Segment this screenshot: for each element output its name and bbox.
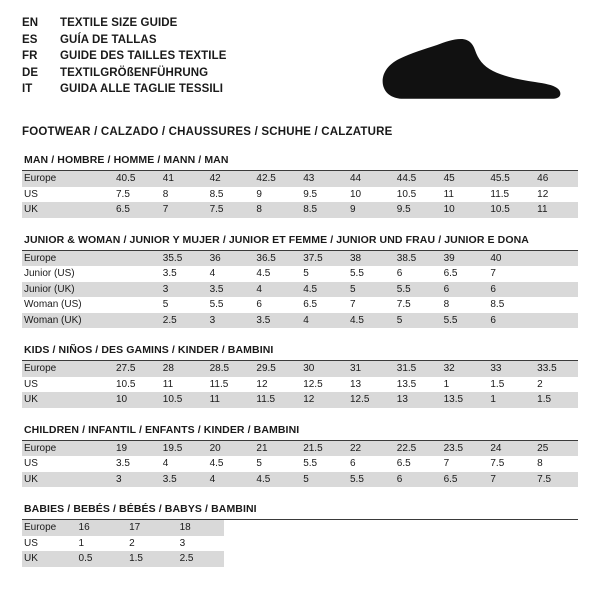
cell: 2 [123, 536, 174, 552]
cell: 42.5 [250, 171, 297, 187]
table-row [22, 392, 578, 408]
table-row [22, 313, 578, 329]
cell: 12.5 [297, 377, 344, 393]
cell [531, 251, 578, 267]
category-man [22, 152, 578, 218]
cell: 29.5 [250, 361, 297, 377]
cell: 4 [250, 282, 297, 298]
cell: 22 [344, 441, 391, 457]
cell: 7 [344, 297, 391, 313]
cell: 12.5 [344, 392, 391, 408]
cell: 28.5 [204, 361, 251, 377]
cell: 10.5 [157, 392, 204, 408]
language-code: ES [22, 33, 38, 46]
cell [325, 551, 376, 567]
cell: 43 [297, 171, 344, 187]
cell: 6.5 [297, 297, 344, 313]
category-title: MAN / HOMBRE / HOMME / MANN / MAN [22, 152, 578, 171]
cell: 11.5 [484, 187, 531, 203]
cell: 6.5 [391, 456, 438, 472]
cell [110, 282, 157, 298]
cell: 11 [438, 187, 485, 203]
cell: 9.5 [297, 187, 344, 203]
language-code: EN [22, 17, 39, 29]
category-title: CHILDREN / INFANTIL / ENFANTS / KINDER / BAMBINI [22, 422, 578, 441]
cell: 5.5 [391, 282, 438, 298]
size-table-man [22, 171, 578, 218]
cell [477, 536, 528, 552]
row-label: US [22, 456, 110, 472]
size-table-kids [22, 361, 578, 408]
cell: 38 [344, 251, 391, 267]
row-label: Europe [22, 441, 110, 457]
cell: 3 [204, 313, 251, 329]
cell: 8 [250, 202, 297, 218]
cell: 1.5 [484, 377, 531, 393]
row-label: Junior (US) [22, 266, 110, 282]
table-row [22, 187, 578, 203]
cell: 11.5 [204, 377, 251, 393]
cell: 9 [250, 187, 297, 203]
cell: 39 [438, 251, 485, 267]
language-title: TEXTILE SIZE GUIDE [60, 17, 178, 29]
cell: 9.5 [391, 202, 438, 218]
cell: 9 [344, 202, 391, 218]
cell: 8.5 [204, 187, 251, 203]
cell: 5.5 [344, 266, 391, 282]
cell [376, 551, 427, 567]
cell: 36.5 [250, 251, 297, 267]
row-label: US [22, 536, 73, 552]
category-babies [22, 501, 578, 567]
cell [531, 266, 578, 282]
cell: 6 [344, 456, 391, 472]
cell: 18 [174, 520, 225, 536]
cell: 36 [204, 251, 251, 267]
cell: 20 [204, 441, 251, 457]
cell: 4.5 [204, 456, 251, 472]
cell: 10.5 [110, 377, 157, 393]
cell: 5.5 [204, 297, 251, 313]
size-table-children [22, 441, 578, 488]
language-row [22, 16, 227, 33]
cell: 21 [250, 441, 297, 457]
cell: 4 [157, 456, 204, 472]
language-title: GUIDA ALLE TAGLIE TESSILI [60, 83, 224, 95]
cell: 4 [204, 472, 251, 488]
cell: 3 [174, 536, 225, 552]
cell: 2.5 [174, 551, 225, 567]
language-row [22, 82, 227, 99]
language-row [22, 49, 227, 66]
cell [527, 551, 578, 567]
cell: 6 [484, 313, 531, 329]
cell: 5 [157, 297, 204, 313]
table-row [22, 202, 578, 218]
cell: 3 [110, 472, 157, 488]
cell [477, 551, 528, 567]
cell [531, 282, 578, 298]
cell [110, 251, 157, 267]
category-title: JUNIOR & WOMAN / JUNIOR Y MUJER / JUNIOR ET FEMME / JUNIOR UND FRAU / JUNIOR E DONA [22, 232, 578, 251]
cell [426, 520, 477, 536]
cell: 33.5 [531, 361, 578, 377]
cell: 40.5 [110, 171, 157, 187]
cell: 3.5 [204, 282, 251, 298]
cell: 6 [484, 282, 531, 298]
cell: 6 [391, 266, 438, 282]
cell: 10 [344, 187, 391, 203]
row-label: Europe [22, 520, 73, 536]
cell: 7.5 [531, 472, 578, 488]
row-label: Woman (US) [22, 297, 110, 313]
cell: 11 [204, 392, 251, 408]
cell: 17 [123, 520, 174, 536]
cell [275, 551, 326, 567]
cell: 32 [438, 361, 485, 377]
cell: 1 [73, 536, 124, 552]
cell: 7 [438, 456, 485, 472]
table-row [22, 377, 578, 393]
cell: 4 [204, 266, 251, 282]
cell: 1.5 [531, 392, 578, 408]
table-row [22, 472, 578, 488]
cell [527, 536, 578, 552]
row-label: UK [22, 472, 110, 488]
cell [110, 297, 157, 313]
cell: 8 [157, 187, 204, 203]
cell [224, 520, 275, 536]
cell: 25 [531, 441, 578, 457]
category-children [22, 422, 578, 488]
footwear-section-title: FOOTWEAR / CALZADO / CHAUSSURES / SCHUHE / CALZATURE [22, 126, 393, 138]
cell: 12 [297, 392, 344, 408]
cell: 44.5 [391, 171, 438, 187]
cell: 7.5 [391, 297, 438, 313]
cell: 13.5 [391, 377, 438, 393]
cell: 46 [531, 171, 578, 187]
language-code: FR [22, 50, 38, 62]
category-junior-woman [22, 232, 578, 329]
cell [531, 313, 578, 329]
cell: 10 [438, 202, 485, 218]
language-row [22, 33, 227, 50]
row-label: Europe [22, 171, 110, 187]
table-row [22, 171, 578, 187]
cell: 4.5 [250, 266, 297, 282]
cell [110, 266, 157, 282]
cell [224, 551, 275, 567]
cell: 1 [438, 377, 485, 393]
cell: 45 [438, 171, 485, 187]
cell: 35.5 [157, 251, 204, 267]
table-row [22, 266, 578, 282]
dress-shoe-icon [368, 26, 568, 110]
cell: 4 [297, 313, 344, 329]
cell: 3.5 [250, 313, 297, 329]
cell [376, 536, 427, 552]
cell: 41 [157, 171, 204, 187]
cell: 6.5 [438, 266, 485, 282]
cell: 7.5 [484, 456, 531, 472]
cell [224, 536, 275, 552]
cell: 0.5 [73, 551, 124, 567]
table-row [22, 361, 578, 377]
cell: 10.5 [391, 187, 438, 203]
language-title: GUIDE DES TAILLES TEXTILE [60, 50, 227, 62]
row-label: Junior (UK) [22, 282, 110, 298]
table-row [22, 251, 578, 267]
cell [325, 536, 376, 552]
language-title: GUÍA DE TALLAS [60, 33, 157, 46]
cell: 10.5 [484, 202, 531, 218]
cell: 5.5 [344, 472, 391, 488]
cell: 5.5 [438, 313, 485, 329]
row-label: Europe [22, 361, 110, 377]
cell: 7.5 [110, 187, 157, 203]
cell: 24 [484, 441, 531, 457]
cell: 13.5 [438, 392, 485, 408]
cell: 38.5 [391, 251, 438, 267]
row-label: Woman (UK) [22, 313, 110, 329]
row-label: UK [22, 202, 110, 218]
cell: 19.5 [157, 441, 204, 457]
table-row [22, 297, 578, 313]
cell: 19 [110, 441, 157, 457]
cell [531, 297, 578, 313]
cell: 11 [157, 377, 204, 393]
cell: 6 [438, 282, 485, 298]
cell: 22.5 [391, 441, 438, 457]
cell: 5 [250, 456, 297, 472]
table-row [22, 551, 578, 567]
cell: 7 [484, 472, 531, 488]
row-label: UK [22, 392, 110, 408]
cell: 11 [531, 202, 578, 218]
cell: 40 [484, 251, 531, 267]
cell: 28 [157, 361, 204, 377]
cell: 27.5 [110, 361, 157, 377]
cell: 42 [204, 171, 251, 187]
language-title: TEXTILGRÖßENFÜHRUNG [60, 66, 209, 79]
cell: 31.5 [391, 361, 438, 377]
cell [477, 520, 528, 536]
cell: 3.5 [157, 472, 204, 488]
cell: 13 [344, 377, 391, 393]
cell: 6 [391, 472, 438, 488]
cell: 6.5 [110, 202, 157, 218]
cell: 4.5 [250, 472, 297, 488]
row-label: UK [22, 551, 73, 567]
cell [527, 520, 578, 536]
category-kids [22, 342, 578, 408]
document-header [22, 16, 578, 112]
size-table-babies [22, 520, 578, 567]
language-code: IT [22, 83, 33, 95]
table-row [22, 441, 578, 457]
cell: 8 [531, 456, 578, 472]
cell: 5 [297, 266, 344, 282]
cell: 7.5 [204, 202, 251, 218]
cell: 31 [344, 361, 391, 377]
row-label: Europe [22, 251, 110, 267]
table-row [22, 282, 578, 298]
cell: 33 [484, 361, 531, 377]
cell: 16 [73, 520, 124, 536]
cell: 13 [391, 392, 438, 408]
cell [275, 520, 326, 536]
cell: 3.5 [157, 266, 204, 282]
cell: 30 [297, 361, 344, 377]
cell: 1 [484, 392, 531, 408]
category-title: BABIES / BEBÉS / BÉBÉS / BABYS / BAMBINI [22, 501, 578, 520]
cell: 45.5 [484, 171, 531, 187]
cell [325, 520, 376, 536]
cell: 7 [484, 266, 531, 282]
cell: 2 [531, 377, 578, 393]
table-row [22, 536, 578, 552]
cell [426, 536, 477, 552]
row-label: US [22, 377, 110, 393]
cell [110, 313, 157, 329]
cell: 3.5 [110, 456, 157, 472]
language-title-list [22, 16, 227, 99]
cell [426, 551, 477, 567]
cell [275, 536, 326, 552]
cell: 37.5 [297, 251, 344, 267]
cell: 6 [250, 297, 297, 313]
cell: 4.5 [297, 282, 344, 298]
cell: 4.5 [344, 313, 391, 329]
cell: 5 [297, 472, 344, 488]
table-row [22, 456, 578, 472]
cell [376, 520, 427, 536]
cell: 6.5 [438, 472, 485, 488]
size-table-junior-woman [22, 251, 578, 329]
cell: 10 [110, 392, 157, 408]
cell: 7 [157, 202, 204, 218]
cell: 5.5 [297, 456, 344, 472]
cell: 8.5 [484, 297, 531, 313]
language-row [22, 66, 227, 83]
cell: 8 [438, 297, 485, 313]
row-label: US [22, 187, 110, 203]
cell: 21.5 [297, 441, 344, 457]
category-title: KIDS / NIÑOS / DES GAMINS / KINDER / BAMBINI [22, 342, 578, 361]
language-code: DE [22, 66, 39, 79]
cell: 12 [531, 187, 578, 203]
cell: 1.5 [123, 551, 174, 567]
cell: 2.5 [157, 313, 204, 329]
cell: 8.5 [297, 202, 344, 218]
cell: 11.5 [250, 392, 297, 408]
cell: 3 [157, 282, 204, 298]
cell: 5 [344, 282, 391, 298]
cell: 12 [250, 377, 297, 393]
cell: 44 [344, 171, 391, 187]
cell: 23.5 [438, 441, 485, 457]
cell: 5 [391, 313, 438, 329]
table-row [22, 520, 578, 536]
